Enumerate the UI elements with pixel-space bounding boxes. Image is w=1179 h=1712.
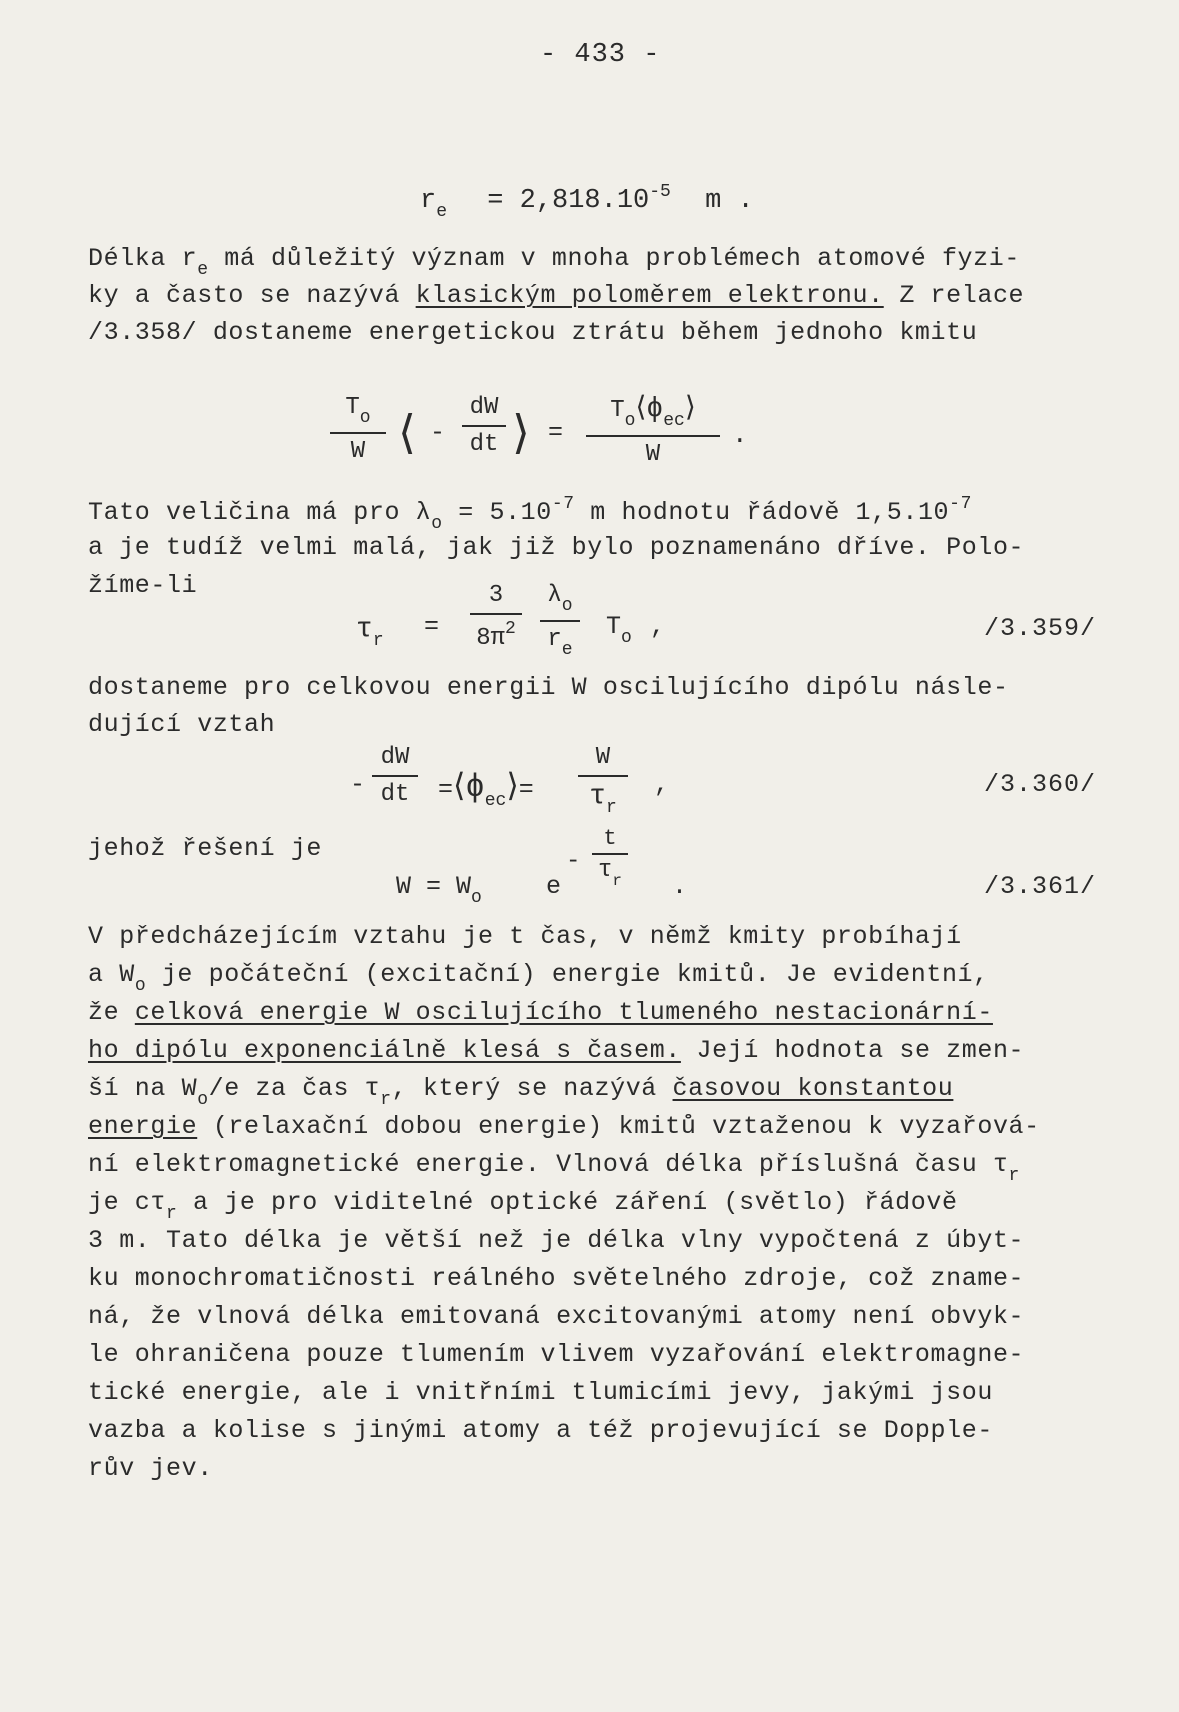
text-span: W = W <box>396 872 472 901</box>
period: . <box>732 420 748 450</box>
subscript: r <box>612 872 622 890</box>
equation-number: /3.359/ <box>984 614 1097 643</box>
text-line <box>88 998 993 1027</box>
denominator: τ <box>597 857 613 884</box>
text-span: má důležitý význam v mnoha problémech atomové fyzi- <box>208 244 1020 273</box>
subscript: ec <box>484 791 507 811</box>
numerator: W <box>595 744 611 771</box>
text-span: = 5.10 <box>442 498 552 527</box>
exponent: 2 <box>505 619 516 639</box>
subscript: r <box>1008 1166 1020 1186</box>
equation-number: /3.361/ <box>984 872 1097 901</box>
numerator: T <box>610 397 625 424</box>
comma: , <box>650 612 666 641</box>
text-line <box>88 494 972 534</box>
fraction <box>540 582 580 660</box>
underlined-term: klasickým poloměrem elektronu. <box>415 281 884 310</box>
minus-sign: - <box>430 418 446 447</box>
numerator: dW <box>469 394 499 421</box>
t: T <box>606 612 622 641</box>
denominator: dt <box>469 431 499 458</box>
numerator: T <box>345 394 360 421</box>
underlined-term: celková energie W oscilujícího tlumeného nestacionární- <box>134 998 993 1027</box>
text-line <box>88 244 1020 280</box>
subscript: e <box>561 640 573 660</box>
subscript: r <box>166 1204 178 1224</box>
exponent: -7 <box>949 494 972 514</box>
text-line <box>88 1074 953 1110</box>
subscript: r <box>372 631 384 651</box>
equals-sign: = <box>518 775 534 804</box>
subscript: o <box>134 976 147 996</box>
text-line <box>88 281 1024 310</box>
text-span: m hodnotu řádově 1,5.10 <box>574 498 950 527</box>
page-number: - 433 - <box>540 40 661 70</box>
left-angle-bracket: ⟨ <box>635 390 647 423</box>
fraction <box>462 394 506 458</box>
subscript: ec <box>663 411 685 431</box>
text-line: žíme-li <box>88 571 198 600</box>
text-line: ná, že vlnová délka emitovaná excitovanými atomy není obvyk- <box>88 1302 1025 1331</box>
text-line <box>88 1036 1024 1065</box>
eq-re-value: = 2,818.10 <box>487 186 650 216</box>
underlined-term: ho dipólu exponenciálně klesá s časem. <box>88 1036 681 1065</box>
equals-sign: = <box>424 612 440 641</box>
subscript: o <box>471 888 482 908</box>
text-line: dostaneme pro celkovou energii W oscilujícího dipólu násle- <box>88 673 1009 702</box>
underlined-term: časovou konstantou <box>672 1074 954 1103</box>
subscript: r <box>606 798 617 818</box>
numerator: dW <box>380 744 410 771</box>
equals-sign: = <box>548 418 564 447</box>
text-span: /e za čas τ <box>208 1074 381 1103</box>
minus-sign: - <box>566 848 581 875</box>
subscript: e <box>197 260 209 280</box>
equals-sign: = <box>438 775 454 804</box>
text-line: /3.358/ dostaneme energetickou ztrátu během jednoho kmitu <box>88 318 978 347</box>
exponent: -7 <box>551 494 575 514</box>
period: . <box>672 872 688 901</box>
subscript: o <box>431 514 443 534</box>
text-line: le ohraničena pouze tlumením vlivem vyzařování elektromagne- <box>88 1340 1025 1369</box>
eq-re-exponent: -5 <box>649 182 671 202</box>
text-span: a W <box>88 960 135 989</box>
t-o-symbol <box>606 612 632 648</box>
eq-re-unit: m . <box>705 186 754 216</box>
text-line: V předcházejícím vztahu je t čas, v němž kmity probíhají <box>88 922 962 951</box>
left-angle-bracket: ⟨ <box>398 405 416 459</box>
underlined-term: energie <box>88 1112 198 1141</box>
text-span: (relaxační dobou energie) kmitů vztaženou k vyzařová- <box>197 1112 1040 1141</box>
numerator: t <box>603 826 617 851</box>
text-span: a je pro viditelné optické záření (světlo) řádově <box>177 1188 958 1217</box>
denominator: r <box>547 626 562 653</box>
subscript: o <box>359 408 371 428</box>
eq-re-subscript: e <box>436 202 448 222</box>
right-angle-bracket: ⟩ <box>684 390 696 423</box>
denominator: dt <box>380 781 410 808</box>
text-line <box>88 1150 1020 1186</box>
denominator: 8π <box>476 625 505 652</box>
text-span: Tato veličina má pro λ <box>88 498 432 527</box>
text-line: 3 m. Tato délka je větší než je délka vlny vypočtená z úbyt- <box>88 1226 1025 1255</box>
exponential-base: e <box>546 872 562 901</box>
tau-r-symbol <box>356 614 384 651</box>
subscript: o <box>621 628 632 648</box>
eq-re-symbol: r <box>420 186 437 216</box>
minus-sign: - <box>350 770 366 799</box>
phi-symbol: ϕ <box>465 769 485 806</box>
subscript: o <box>624 411 636 431</box>
text-span: Její hodnota se zmen- <box>680 1036 1025 1065</box>
text-line: tické energie, ale i vnitřními tlumicími jevy, jakými jsou <box>88 1378 993 1407</box>
subscript: o <box>561 596 573 616</box>
text-span: je cτ <box>88 1188 167 1217</box>
equation-classical-radius <box>420 182 754 222</box>
left-angle-bracket: ⟨ <box>453 766 466 804</box>
exponent-fraction <box>592 826 628 890</box>
text-span: , který se nazývá <box>391 1074 673 1103</box>
subscript: o <box>197 1090 209 1110</box>
fraction <box>586 390 720 468</box>
text-line: rův jev. <box>88 1454 213 1483</box>
denominator: W <box>350 438 366 465</box>
fraction <box>330 394 386 465</box>
text-line <box>88 1112 1040 1141</box>
comma: , <box>654 770 670 799</box>
denominator: W <box>645 441 661 468</box>
text-line: dující vztah <box>88 710 276 739</box>
w-equals-w0 <box>396 872 482 908</box>
equation-number: /3.360/ <box>984 770 1097 799</box>
text-span: je počáteční (excitační) energie kmitů. Je evidentní, <box>146 960 989 989</box>
text-span: Délka r <box>88 244 198 273</box>
phi-symbol: ϕ <box>646 394 664 425</box>
denominator: τ <box>589 781 606 812</box>
mean-power-expression <box>438 766 534 811</box>
text-line <box>88 960 989 996</box>
fraction <box>470 582 522 652</box>
fraction <box>578 744 628 818</box>
numerator: 3 <box>488 582 504 609</box>
text-line: jehož řešení je <box>88 834 323 863</box>
fraction <box>372 744 418 808</box>
text-line: vazba a kolise s jinými atomy a též projevující se Dopple- <box>88 1416 993 1445</box>
text-span: že <box>88 998 135 1027</box>
subscript: r <box>380 1090 392 1110</box>
numerator: λ <box>547 582 562 609</box>
text-span: ší na W <box>88 1074 198 1103</box>
right-angle-bracket: ⟩ <box>506 766 519 804</box>
text-span: Z relace <box>883 281 1025 310</box>
text-line: a je tudíž velmi malá, jak již bylo poznamenáno dříve. Polo- <box>88 533 1025 562</box>
tau: τ <box>356 614 373 645</box>
text-span: ky a často se nazývá <box>88 281 416 310</box>
text-span: ní elektromagnetické energie. Vlnová délka příslušná času τ <box>88 1150 1009 1179</box>
right-angle-bracket: ⟩ <box>512 405 530 459</box>
text-line <box>88 1188 958 1224</box>
text-line: ku monochromatičnosti reálného světelného zdroje, což zname- <box>88 1264 1025 1293</box>
